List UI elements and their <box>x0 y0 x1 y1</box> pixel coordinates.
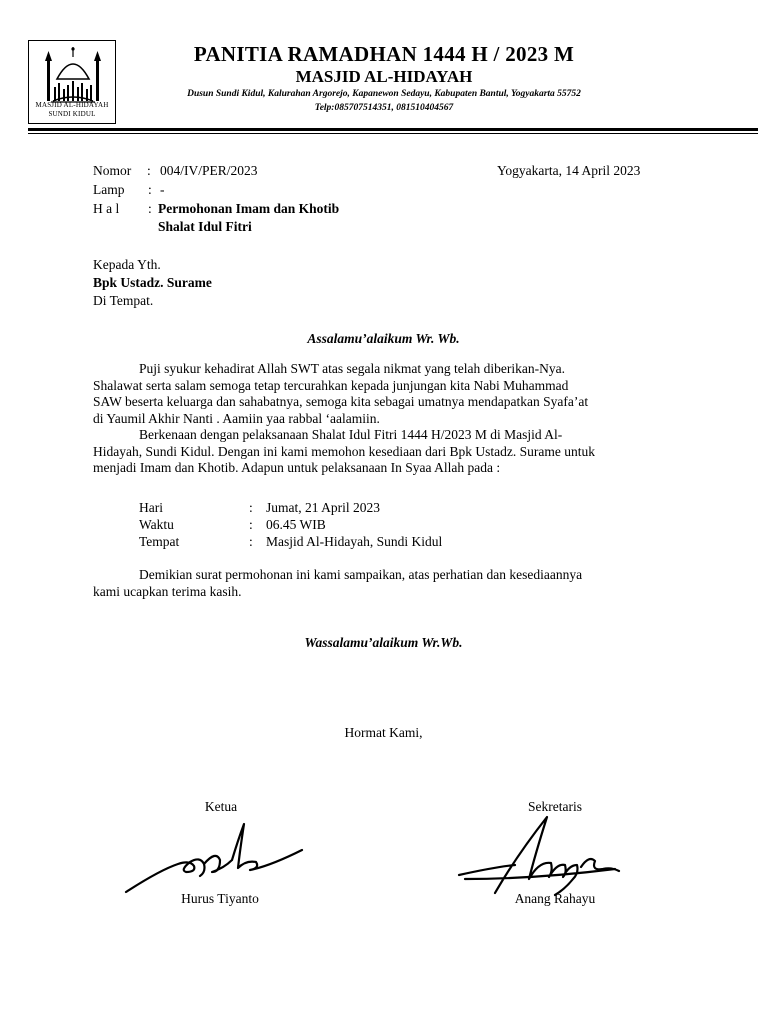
paragraph-line: menjadi Imam dan Khotib. Adapun untuk pelaksanaan In Syaa Allah pada : <box>93 460 501 475</box>
header-divider-thick <box>28 128 758 131</box>
left-signatory-name: Hurus Tiyanto <box>181 891 259 906</box>
paragraph-line: Hidayah, Sundi Kidul. Dengan ini kami memohon kesediaan dari Bpk Ustadz. Surame untuk <box>93 443 596 459</box>
schedule-place-value: Masjid Al-Hidayah, Sundi Kidul <box>266 534 443 549</box>
mosque-icon <box>37 45 109 103</box>
paragraph-line: Berkenaan dengan pelaksanaan Shalat Idul Fitri 1444 H/2023 M di Masjid Al- <box>139 427 563 442</box>
header-divider-thin <box>28 133 758 134</box>
recipient-name: Bpk Ustadz. Surame <box>93 275 212 290</box>
recipient-place: Di Tempat. <box>93 293 154 308</box>
hal-sep: : <box>148 201 152 216</box>
recipient-greeting: Kepada Yth. <box>93 257 161 272</box>
letterhead-title: PANITIA RAMADHAN 1444 H / 2023 M <box>193 42 575 66</box>
right-signatory-name: Anang Rahayu <box>514 891 596 906</box>
right-signatory-role: Sekretaris <box>528 799 582 814</box>
lamp-sep: : <box>148 182 152 197</box>
paragraph-line: Demikian surat permohonan ini kami sampaikan, atas perhatian dan kesediaannya <box>139 567 583 582</box>
schedule-time-sep: : <box>249 517 253 532</box>
schedule-place-label: Tempat <box>139 534 180 549</box>
schedule-time-value: 06.45 WIB <box>266 517 326 532</box>
paragraph-line: di Yaumil Akhir Nanti . Aamiin yaa rabbal ‘aalamiin. <box>93 410 380 426</box>
schedule-place-sep: : <box>249 534 253 549</box>
letterhead-subtitle: MASJID AL-HIDAYAH <box>295 67 473 86</box>
schedule-day-sep: : <box>249 500 253 515</box>
schedule-day-label: Hari <box>139 500 163 515</box>
right-signature <box>455 815 630 900</box>
letterhead-address: Dusun Sundi Kidul, Kalurahan Argorejo, Kapanewon Sedayu, Kabupaten Bantul, Yogyakarta 55752 <box>187 89 581 99</box>
paragraph-closing <box>93 567 674 600</box>
nomor-value: 004/IV/PER/2023 <box>160 163 258 178</box>
logo-name-line1: MASJID AL-HIDAYAH <box>35 101 109 109</box>
paragraph-line: SAW beserta keluarga dan sahabatnya, semoga kita sebagai umatnya mendapatkan Syafa’at <box>93 394 589 409</box>
hal-label: H a l <box>93 201 120 216</box>
paragraph-intro <box>93 361 674 477</box>
schedule-day-value: Jumat, 21 April 2023 <box>266 500 380 515</box>
left-signature <box>120 820 320 900</box>
hal-value-line2: Shalat Idul Fitri <box>158 219 252 234</box>
nomor-label: Nomor <box>93 163 132 178</box>
logo-name-line2: SUNDI KIDUL <box>48 110 96 118</box>
place-date: Yogyakarta, 14 April 2023 <box>497 163 641 178</box>
letterhead-phone: Telp:085707514351, 081510404567 <box>314 103 454 113</box>
left-signatory-role: Ketua <box>204 799 238 814</box>
opening-salam: Assalamu’alaikum Wr. Wb. <box>307 331 460 346</box>
nomor-sep: : <box>147 163 151 178</box>
paragraph-line: Puji syukur kehadirat Allah SWT atas segala nikmat yang telah diberikan-Nya. <box>139 361 566 376</box>
lamp-label: Lamp <box>93 182 125 197</box>
mosque-logo <box>28 40 116 124</box>
paragraph-line: Shalawat serta salam semoga tetap tercurahkan kepada junjungan kita Nabi Muhammad <box>93 377 569 393</box>
closing-regards: Hormat Kami, <box>344 725 423 740</box>
schedule-time-label: Waktu <box>139 517 174 532</box>
closing-salam: Wassalamu’alaikum Wr.Wb. <box>304 635 463 650</box>
lamp-value: - <box>160 182 165 197</box>
paragraph-line: kami ucapkan terima kasih. <box>93 583 242 599</box>
hal-value-line1: Permohonan Imam dan Khotib <box>158 201 340 216</box>
